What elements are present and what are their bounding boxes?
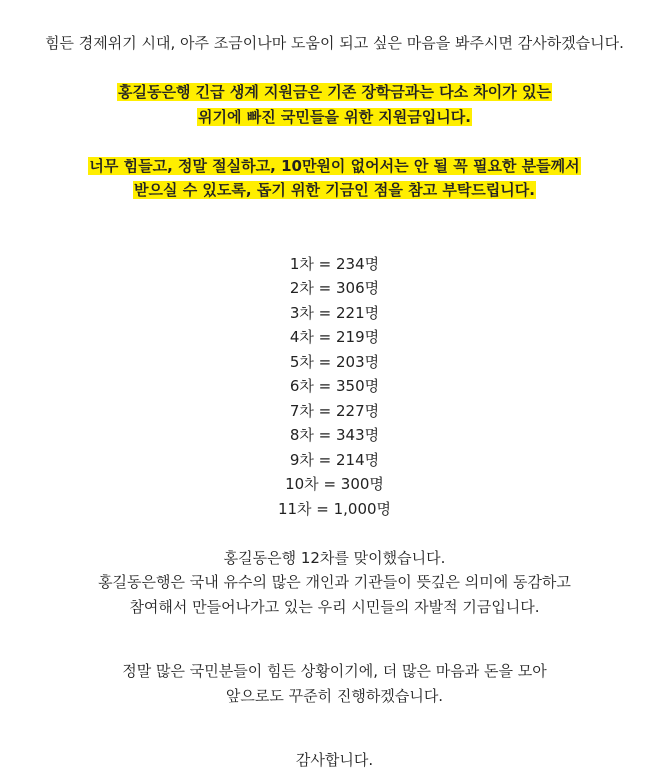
highlighted-text: 받으실 수 있도록, 돕기 위한 기금인 점을 참고 부탁드립니다. [134, 181, 535, 199]
round-item: 4차 = 219명 [289, 328, 380, 346]
closing-line: 앞으로도 꾸준히 진행하겠습니다. [225, 686, 444, 705]
round-item: 8차 = 343명 [289, 426, 380, 444]
intro-text: 힘든 경제위기 시대, 아주 조금이나마 도움이 되고 싶은 마음을 봐주시면 감사하겠습니다. [45, 34, 624, 52]
rounds-list [0, 252, 669, 522]
round-item: 5차 = 203명 [289, 352, 380, 371]
highlighted-text: 홍길동은행 긴급 생계 지원금은 기존 장학금과는 다소 차이가 있는 [117, 83, 551, 101]
round-item: 10차 = 300명 [285, 475, 384, 493]
highlighted-text: 너무 힘들고, 정말 절실하고, 10만원이 없어서는 안 될 꼭 필요한 분들께서 [89, 156, 580, 175]
round-item: 11차 = 1,000명 [277, 499, 392, 518]
thanks-text: 감사합니다. [295, 751, 374, 769]
closing-line: 정말 많은 국민분들이 힘든 상황이기에, 더 많은 마음과 돈을 모아 [122, 662, 547, 680]
round-item: 6차 = 350명 [289, 377, 380, 395]
highlighted-text: 위기에 빠진 국민들을 위한 지원금입니다. [198, 107, 471, 126]
milestone-line: 홍길동은행은 국내 유수의 많은 개인과 기관들이 뜻깊은 의미에 동감하고 [98, 573, 571, 591]
round-item: 9차 = 214명 [289, 450, 380, 469]
highlight-line-1 [0, 80, 669, 105]
highlight-line-3 [0, 154, 669, 179]
highlight-line-2 [0, 105, 669, 130]
milestone-line: 홍길동은행 12차를 맞이했습니다. [223, 548, 446, 567]
round-item: 7차 = 227명 [289, 401, 380, 420]
round-item: 3차 = 221명 [289, 303, 380, 322]
round-item: 2차 = 306명 [289, 279, 380, 297]
milestone-line: 참여해서 만들어나가고 있는 우리 시민들의 자발적 기금입니다. [129, 597, 540, 616]
highlight-line-4 [0, 178, 669, 203]
round-item: 1차 = 234명 [289, 254, 380, 273]
